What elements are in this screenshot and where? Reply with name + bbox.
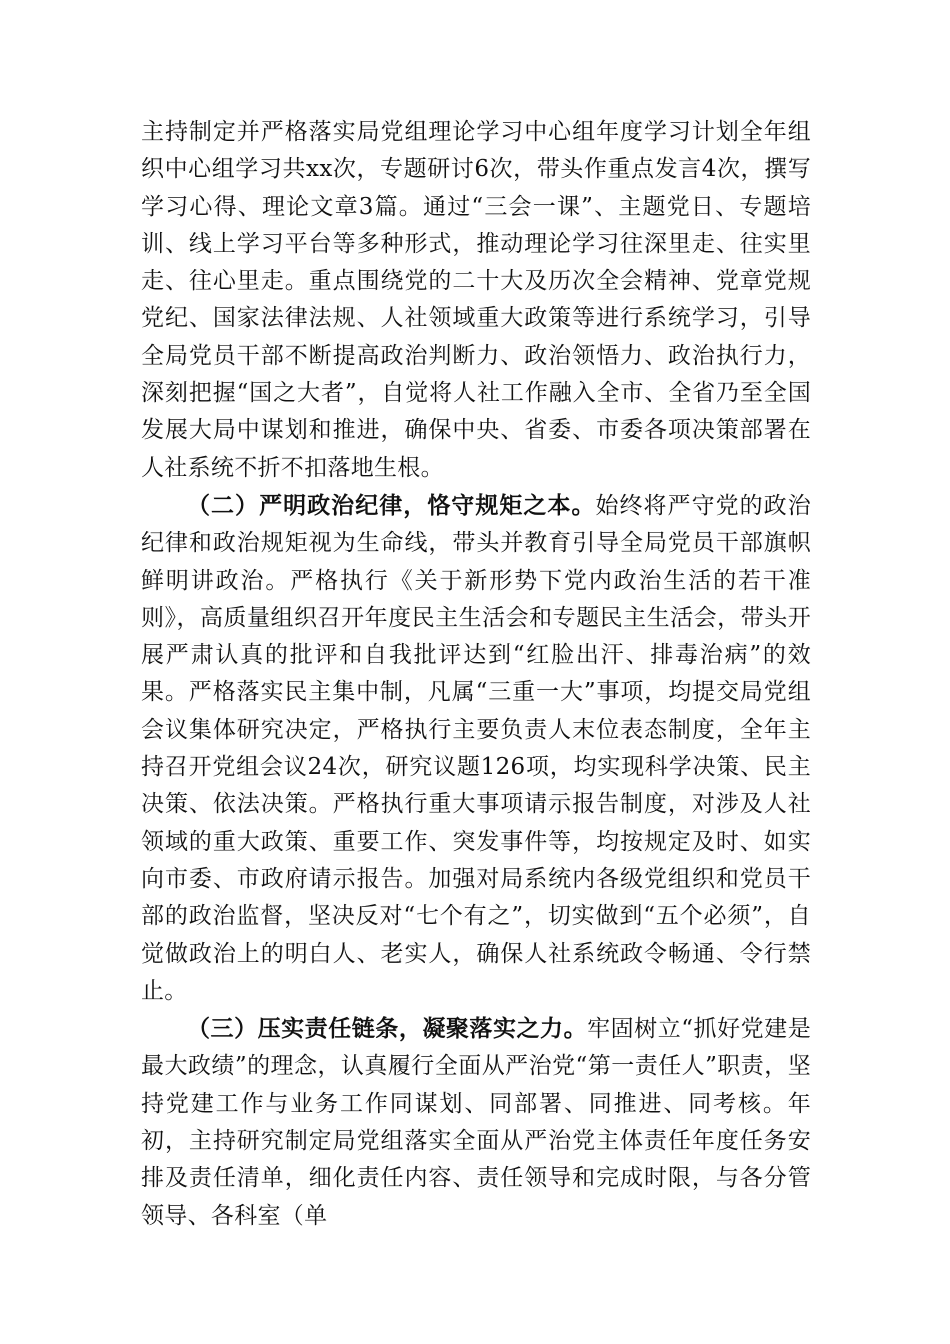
paragraph-2-text: 始终将严守党的政治纪律和政治规矩视为生命线，带头并教育引导全局党员干部旗帜鲜明讲政治。严格执行《关于新形势下党内政治生活的若干准则》，高质量组织召开年度民主生活会和专题民主生活会，带头开展严肃认真的批评和自我批评达到“红脸出汗、排毒治病”的效果。严格落实民主集中制，凡属“三重一大”事项，均提交局党组会议集体研究决定，严格执行主要负责人末位表态制度，全年主持召开党组会议24次，研究议题126项，均实现科学决策、民主决策、依法决策。严格执行重大事项请示报告制度，对涉及人社领域的重大政策、重要工作、突发事件等，均按规定及时、如实向市委、市政府请示报告。加强对局系统内各级党组织和党员干部的政治监督，坚决反对“七个有之”，切实做到“五个必须”，自觉做政治上的明白人、老实人，确保人社系统政令畅通、令行禁止。	[141, 492, 811, 1004]
paragraph-1	[141, 114, 811, 487]
paragraph-1-text: 主持制定并严格落实局党组理论学习中心组年度学习计划全年组织中心组学习共xx次，专题研讨6次，带头作重点发言4次，撰写学习心得、理论文章3篇。通过“三会一课”、主题党日、专题培训、线上学习平台等多种形式，推动理论学习往深里走、往实里走、往心里走。重点围绕党的二十大及历次全会精神、党章党规党纪、国家法律法规、人社领域重大政策等进行系统学习，引导全局党员干部不断提高政治判断力、政治领悟力、政治执行力，深刻把握“国之大者”，自觉将人社工作融入全市、全省乃至全国发展大局中谋划和推进，确保中央、省委、市委各项决策部署在人社系统不折不扣落地生根。	[141, 119, 811, 481]
paragraph-3	[141, 1010, 811, 1235]
section-heading-2: （二）严明政治纪律，恪守规矩之本。	[187, 491, 596, 519]
paragraph-3-text: 牢固树立“抓好党建是最大政绩”的理念，认真履行全面从严治党“第一责任人”职责，坚持党建工作与业务工作同谋划、同部署、同推进、同考核。年初，主持研究制定局党组落实全面从严治党主体责任年度任务安排及责任清单，细化责任内容、责任领导和完成时限，与各分管领导、各科室（单	[141, 1016, 811, 1229]
section-heading-3: （三）压实责任链条，凝聚落实之力。	[187, 1015, 588, 1043]
paragraph-2	[141, 487, 811, 1010]
document-body	[141, 114, 811, 1235]
